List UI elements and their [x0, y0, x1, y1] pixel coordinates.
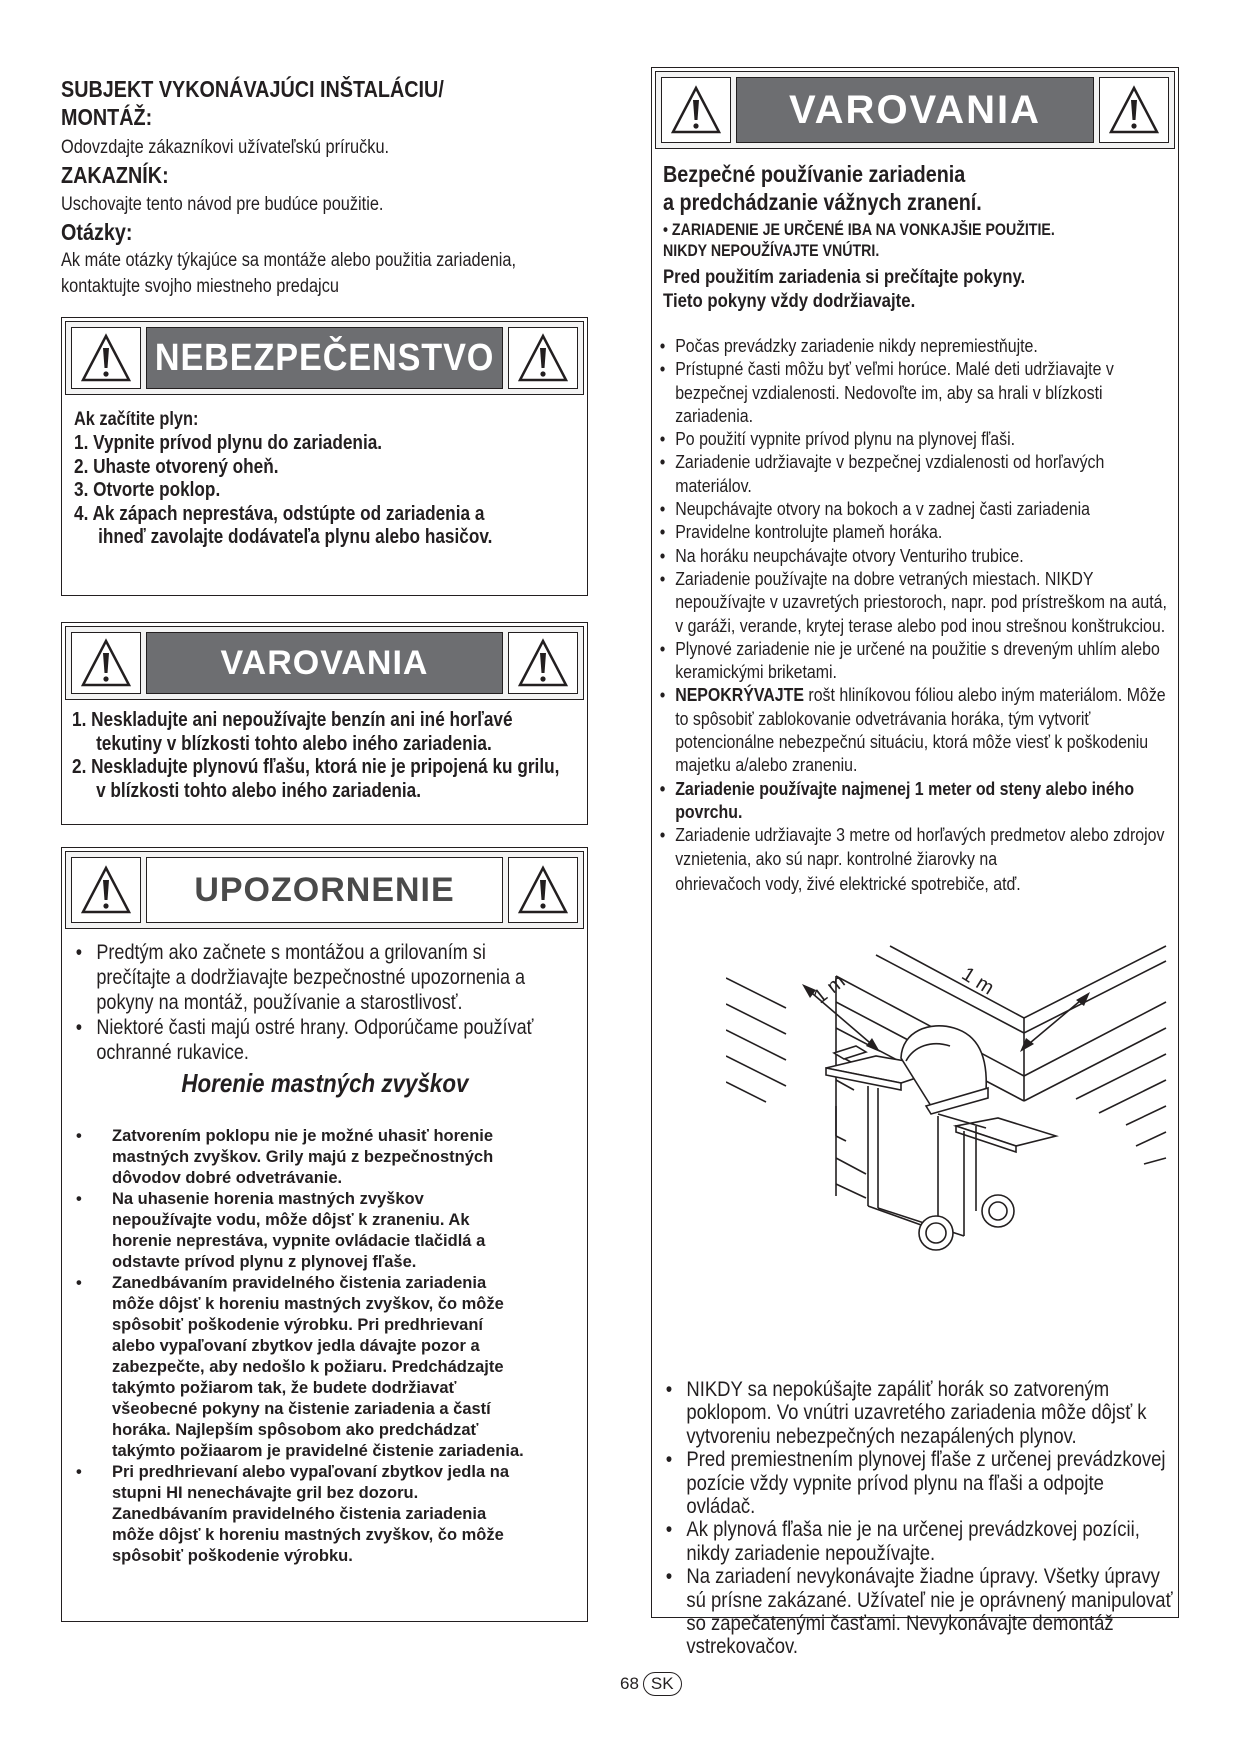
- grill-clearance-diagram: [726, 936, 1176, 1386]
- danger-steps: [74, 432, 556, 550]
- customer-title: ZAKAZNÍK:: [61, 162, 169, 188]
- bold-lead: NEPOKRÝVAJTE: [675, 684, 804, 706]
- grease-fire-subtitle: Horenie mastných zvyškov: [180, 1068, 469, 1098]
- installer-title-1: SUBJEKT VYKONÁVAJÚCI INŠTALÁCIU/: [61, 76, 444, 102]
- page-footer: [620, 1672, 682, 1696]
- warning-triangle-icon: [508, 327, 578, 389]
- warning-box-left: [61, 622, 588, 825]
- list-item: • Plynové zariadenie nie je určené na použitie s dreveným uhlím alebo keramickými briketami.: [658, 637, 1170, 684]
- list-item: • Zariadenie používajte na dobre vetraných miestach. NIKDY nepoužívajte v uzavretých priestoroch, napr. pod prístreškom na autá, v garáži, verande, krytej terase alebo pod inou strešnou konštrukciou.: [658, 567, 1170, 637]
- language-badge: SK: [643, 1672, 682, 1696]
- danger-lead: Ak začítite plyn:: [74, 409, 199, 430]
- warning-banner: [65, 626, 584, 700]
- list-item: • Zatvorením poklopu nie je možné uhasiť horenie mastných zvyškov. Grily majú z bezpečnostných dôvodov dobré odvetrávanie.: [74, 1126, 524, 1189]
- warning-banner: [655, 71, 1175, 149]
- list-item: • Pri predhrievaní alebo vypaľovaní zbytkov jedla na stupni HI nenechávajte gril bez dozoru. Zanedbávaním pravidelného čistenia zariadenia môže dôjsť k horeniu mastných zvyškov, čo môže spôsobiť poškodenie výrobku.: [74, 1462, 524, 1567]
- list-item: • Prístupné časti môžu byť veľmi horúce. Malé deti udržiavajte v bezpečnej vzdialenosti. Nedovoľte im, aby sa hrali v blízkosti zariadenia.: [658, 357, 1170, 427]
- list-item-continuation: ohrievačoch vody, živé elektrické spotrebiče, atď.: [675, 872, 1021, 894]
- list-item: • Zariadenie udržiavajte v bezpečnej vzdialenosti od horľavých materiálov.: [658, 450, 1170, 497]
- clearance-label-right: 1 m: [957, 963, 998, 1000]
- caution-bullets: [74, 940, 543, 1065]
- questions-title: Otázky:: [61, 219, 133, 245]
- list-item: 2. Neskladujte plynovú fľašu, ktorá nie je pripojená ku grilu, v blízkosti tohto alebo iného zariadenia.: [72, 756, 560, 802]
- page-number: 68: [620, 1674, 639, 1693]
- list-item: 4. Ak zápach neprestáva, odstúpte od zariadenia a ihneď zavolajte dodávateľa plynu alebo hasičov.: [74, 502, 493, 548]
- list-item: • Zariadenie používajte najmenej 1 meter od steny alebo iného povrchu.: [658, 777, 1170, 824]
- list-item: • Zariadenie udržiavajte 3 metre od horľavých predmetov alebo zdrojov vznietenia, ako sú napr. kontrolné žiarovky na: [658, 823, 1170, 870]
- customer-text: Uschovajte tento návod pre budúce použitie.: [61, 194, 384, 215]
- warning-triangle-icon: [71, 857, 141, 923]
- list-item: • Na zariadení nevykonávajte žiadne úpravy. Všetky úpravy sú prísne zakázané. Užívateľ nie je oprávnený manipulovať so zapečatenými časťami. Nevykonávajte demontáž vstrekovačov.: [664, 1565, 1173, 1659]
- warning-triangle-icon: [71, 327, 141, 389]
- list-item: • Predtým ako začnete s montážou a grilovaním si prečítajte a dodržiavajte bezpečnostné upozornenia a pokyny na montáž, používanie a starostlivosť.: [74, 940, 543, 1015]
- warning-triangle-icon: [508, 857, 578, 923]
- warning-title: VAROVANIA: [146, 632, 503, 694]
- grill-icon: [826, 1026, 1056, 1250]
- warning-triangle-icon: [661, 77, 731, 143]
- questions-text-1: Ak máte otázky týkajúce sa montáže alebo použitia zariadenia,: [61, 250, 517, 271]
- danger-banner: [65, 321, 584, 395]
- safety-heading: Bezpečné používanie zariadenia a predchádzanie vážnych zranení.: [663, 161, 982, 215]
- list-item: • Niektoré časti majú ostré hrany. Odporúčame používať ochranné rukavice.: [74, 1015, 543, 1065]
- caution-box: [61, 847, 588, 1622]
- warning-triangle-icon: [508, 632, 578, 694]
- warning-triangle-icon: [1099, 77, 1169, 143]
- list-item: • Po použití vypnite prívod plynu na plynovej fľaši.: [658, 427, 1170, 450]
- outdoor-notice: • ZARIADENIE JE URČENÉ IBA NA VONKAJŠIE POUŽITIE. NIKDY NEPOUŽÍVAJTE VNÚTRI.: [663, 221, 1055, 260]
- list-item: • NIKDY sa nepokúšajte zapáliť horák so zatvoreným poklopom. Vo vnútri uzavretého zariadenia môže dôjsť k vytvoreniu nebezpečných nezapálených plynov.: [664, 1378, 1173, 1448]
- list-item: 1. Neskladujte ani nepoužívajte benzín ani iné horľavé tekutiny v blízkosti tohto alebo iného zariadenia.: [72, 709, 513, 755]
- list-item: • Na uhasenie horenia mastných zvyškov nepoužívajte vodu, môže dôjsť k zraneniu. Ak horenie neprestáva, vypnite ovládacie tlačidlá a odstavte prívod plynu z plynovej fľaše.: [74, 1189, 524, 1273]
- warning-list: [72, 709, 571, 803]
- list-item: 2. Uhaste otvorený oheň.: [74, 455, 279, 478]
- list-item: • Počas prevádzky zariadenie nikdy nepremiestňujte.: [658, 334, 1170, 357]
- warning-box-right: [651, 67, 1179, 1659]
- danger-title: NEBEZPEČENSTVO: [146, 327, 503, 389]
- caution-title: UPOZORNENIE: [146, 857, 503, 923]
- questions-text-2: kontaktujte svojho miestneho predajcu: [61, 276, 339, 297]
- installer-title-2: MONTÁŽ:: [61, 104, 153, 130]
- warning-triangle-icon: [71, 632, 141, 694]
- read-instructions: Pred použitím zariadenia si prečítajte pokyny. Tieto pokyny vždy dodržiavajte.: [663, 266, 1026, 312]
- danger-box: [61, 317, 588, 596]
- safety-list: [658, 334, 1170, 870]
- list-item: • Pred premiestnením plynovej fľaše z určenej prevádzkovej pozície vždy vypnite prívod plynu na fľaši a odpojte ovládač.: [664, 1448, 1173, 1518]
- caution-banner: [65, 851, 584, 929]
- list-item: 3. Otvorte poklop.: [74, 479, 221, 501]
- list-item: • NEPOKRÝVAJTE rošt hliníkovou fóliou alebo iným materiálom. Môže to spôsobiť zablokovanie odvetrávania horáka, tým vytvoriť potencionálne nebezpečnú situáciu, ktorá môže viesť k poškodeniu majetku a/alebo zraneniu.: [658, 683, 1170, 776]
- grease-fire-list: [74, 1126, 524, 1567]
- lower-safety-list: [664, 1378, 1173, 1659]
- installer-text: Odovzdajte zákazníkovi užívateľskú príručku.: [61, 137, 390, 158]
- list-item: 1. Vypnite prívod plynu do zariadenia.: [74, 432, 383, 454]
- list-item: • Ak plynová fľaša nie je na určenej prevádzkovej pozícii, nikdy zariadenie nepoužívajte.: [664, 1518, 1173, 1565]
- list-item: • Neupchávajte otvory na bokoch a v zadnej časti zariadenia: [658, 497, 1170, 520]
- clearance-label-left: 1 m: [809, 970, 850, 1009]
- list-item: • Na horáku neupchávajte otvory Venturiho trubice.: [658, 544, 1170, 567]
- list-item: • Pravidelne kontrolujte plameň horáka.: [658, 520, 1170, 543]
- list-item: • Zanedbávaním pravidelného čistenia zariadenia môže dôjsť k horeniu mastných zvyškov, čo môže spôsobiť poškodenie výrobku. Pri predhrievaní alebo vypaľovaní zbytkov jedla dávajte pozor a zabezpečte, aby nedošlo k požiaru. Predchádzajte takýmto požiarom tak, že budete dodržiavať všeobecné pokyny na čistenie zariadenia a častí horáka. Najlepším spôsobom ako predchádzať takýmto požiaarom je pravidelné čistenie zariadenia.: [74, 1273, 524, 1462]
- warning-title: VAROVANIA: [736, 77, 1094, 143]
